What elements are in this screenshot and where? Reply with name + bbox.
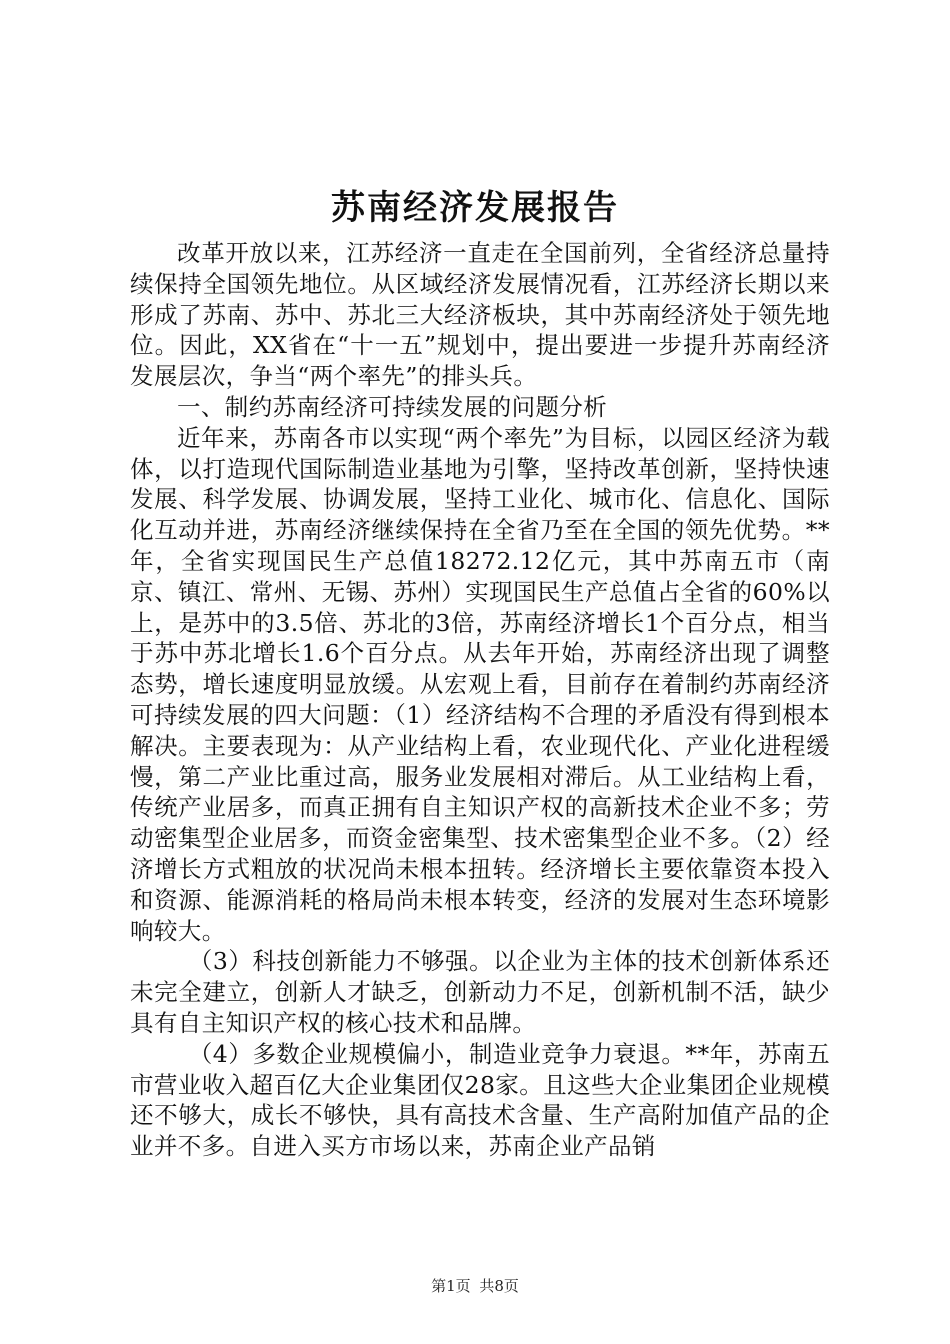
problem-3-paragraph: （3）科技创新能力不够强。以企业为主体的技术创新体系还未完全建立，创新人才缺乏，创新动力不足，创新机制不活，缺少具有自主知识产权的核心技术和品牌。 — [130, 947, 830, 1037]
section-heading: 一、制约苏南经济可持续发展的问题分析 — [177, 392, 608, 421]
intro-paragraph: 改革开放以来，江苏经济一直走在全国前列，全省经济总量持续保持全国领先地位。从区域经济发展情况看，江苏经济长期以来形成了苏南、苏中、苏北三大经济板块，其中苏南经济处于领先地位。因此，XX省在“十一五”规划中，提出要进一步提升苏南经济发展层次，争当“两个率先”的排头兵。 — [130, 239, 830, 391]
analysis-paragraph: 近年来，苏南各市以实现“两个率先”为目标，以园区经济为载体，以打造现代国际制造业基地为引擎，坚持改革创新，坚持快速发展、科学发展、协调发展，坚持工业化、城市化、信息化、国际化互动并进，苏南经济继续保持在全省乃至在全国的领先优势。**年，全省实现国民生产总值18272.12亿元，其中苏南五市（南京、镇江、常州、无锡、苏州）实现国民生产总值占全省的60%以上，是苏中的3.5倍、苏北的3倍，苏南经济增长1个百分点，相当于苏中苏北增长1.6个百分点。从去年开始，苏南经济出现了调整态势，增长速度明显放缓。从宏观上看，目前存在着制约苏南经济可持续发展的四大问题：（1）经济结构不合理的矛盾没有得到根本解决。主要表现为：从产业结构上看，农业现代化、产业化进程缓慢，第二产业比重过高，服务业发展相对滞后。从工业结构上看，传统产业居多，而真正拥有自主知识产权的高新技术企业不多；劳动密集型企业居多，而资金密集型、技术密集型企业不多。（2）经济增长方式粗放的状况尚未根本扭转。经济增长主要依靠资本投入和资源、能源消耗的格局尚未根本转变，经济的发展对生态环境影响较大。 — [130, 423, 830, 945]
page-footer: 第1页 共8页 — [431, 1277, 519, 1295]
problem-4-paragraph: （4）多数企业规模偏小，制造业竞争力衰退。**年，苏南五市营业收入超百亿大企业集团仅28家。且这些大企业集团企业规模还不够大，成长不够快，具有高技术含量、生产高附加值产品的企业并不多。自进入买方市场以来，苏南企业产品销 — [130, 1039, 830, 1161]
document-title: 苏南经济发展报告 — [331, 188, 619, 228]
document-body — [130, 238, 830, 1162]
